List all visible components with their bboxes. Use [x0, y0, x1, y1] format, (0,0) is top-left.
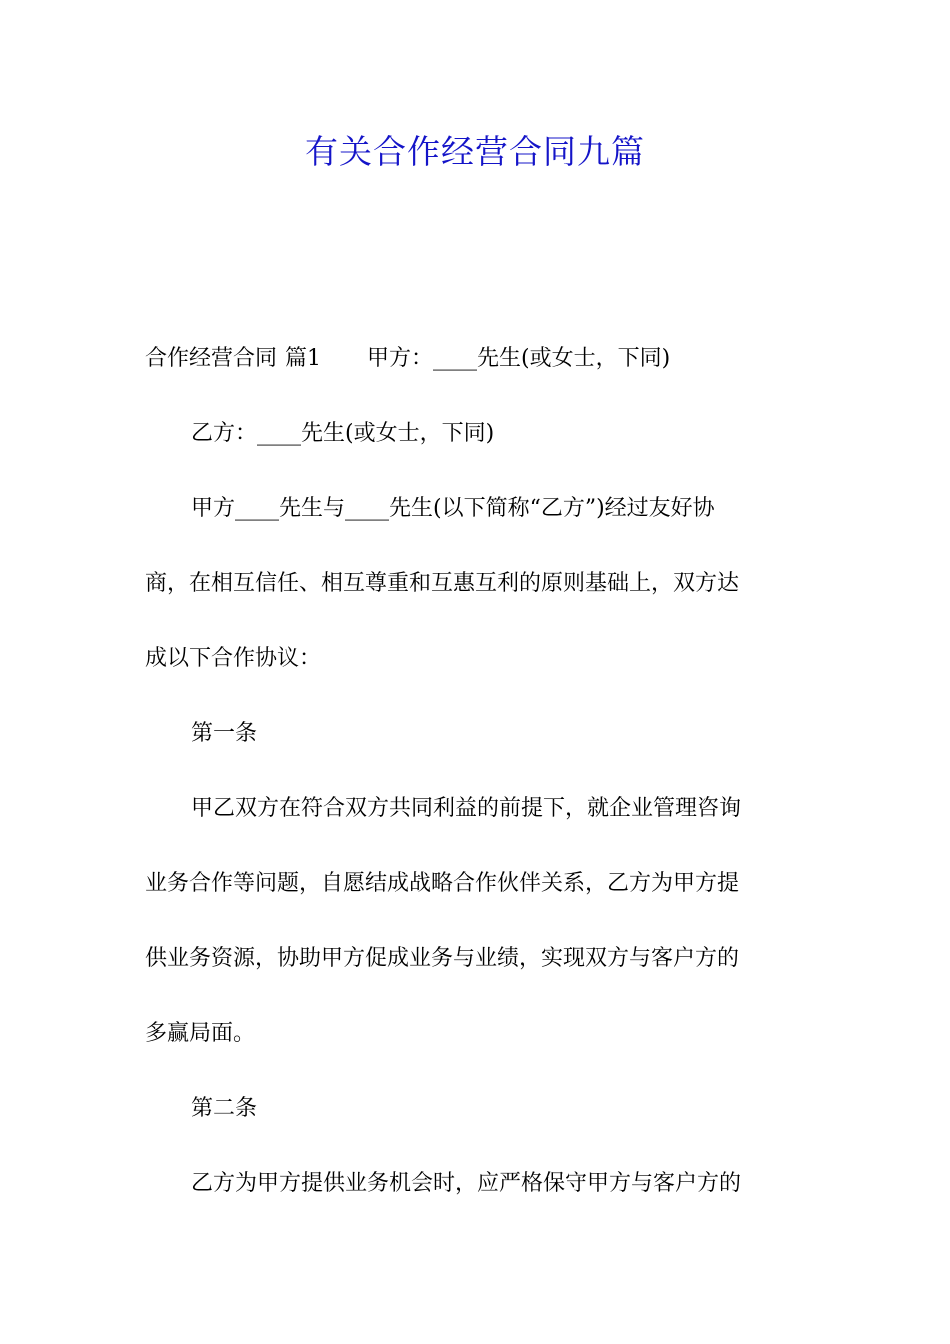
party-a-line: 甲方：____先生(或女士，下同)	[367, 346, 671, 371]
party-b-line: 乙方：____先生(或女士，下同)	[191, 421, 495, 446]
article-heading-1: 第一条	[191, 721, 258, 746]
paragraph-line: 甲乙双方在符合双方共同利益的前提下，就企业管理咨询	[191, 796, 742, 821]
paragraph-line: 多赢局面。	[145, 1021, 256, 1046]
paragraph-line: 供业务资源，协助甲方促成业务与业绩，实现双方与客户方的	[145, 946, 740, 971]
heading-line	[145, 337, 807, 412]
article-heading-2: 第二条	[191, 1096, 258, 1121]
paragraph-line: 商，在相互信任、相互尊重和互惠互利的原则基础上，双方达	[145, 571, 740, 596]
document-title: 有关合作经营合同九篇	[305, 132, 645, 171]
paragraph-line: 成以下合作协议：	[145, 646, 322, 671]
paragraph-line: 业务合作等问题，自愿结成战略合作伙伴关系，乙方为甲方提	[145, 871, 740, 896]
part-label: 篇1	[285, 346, 322, 371]
paragraph-line: 乙方为甲方提供业务机会时，应严格保守甲方与客户方的	[191, 1171, 742, 1196]
section-name: 合作经营合同	[145, 346, 278, 371]
paragraph-line: 甲方____先生与____先生(以下简称“乙方”)经过友好协	[191, 496, 715, 521]
document-body	[145, 337, 807, 1237]
